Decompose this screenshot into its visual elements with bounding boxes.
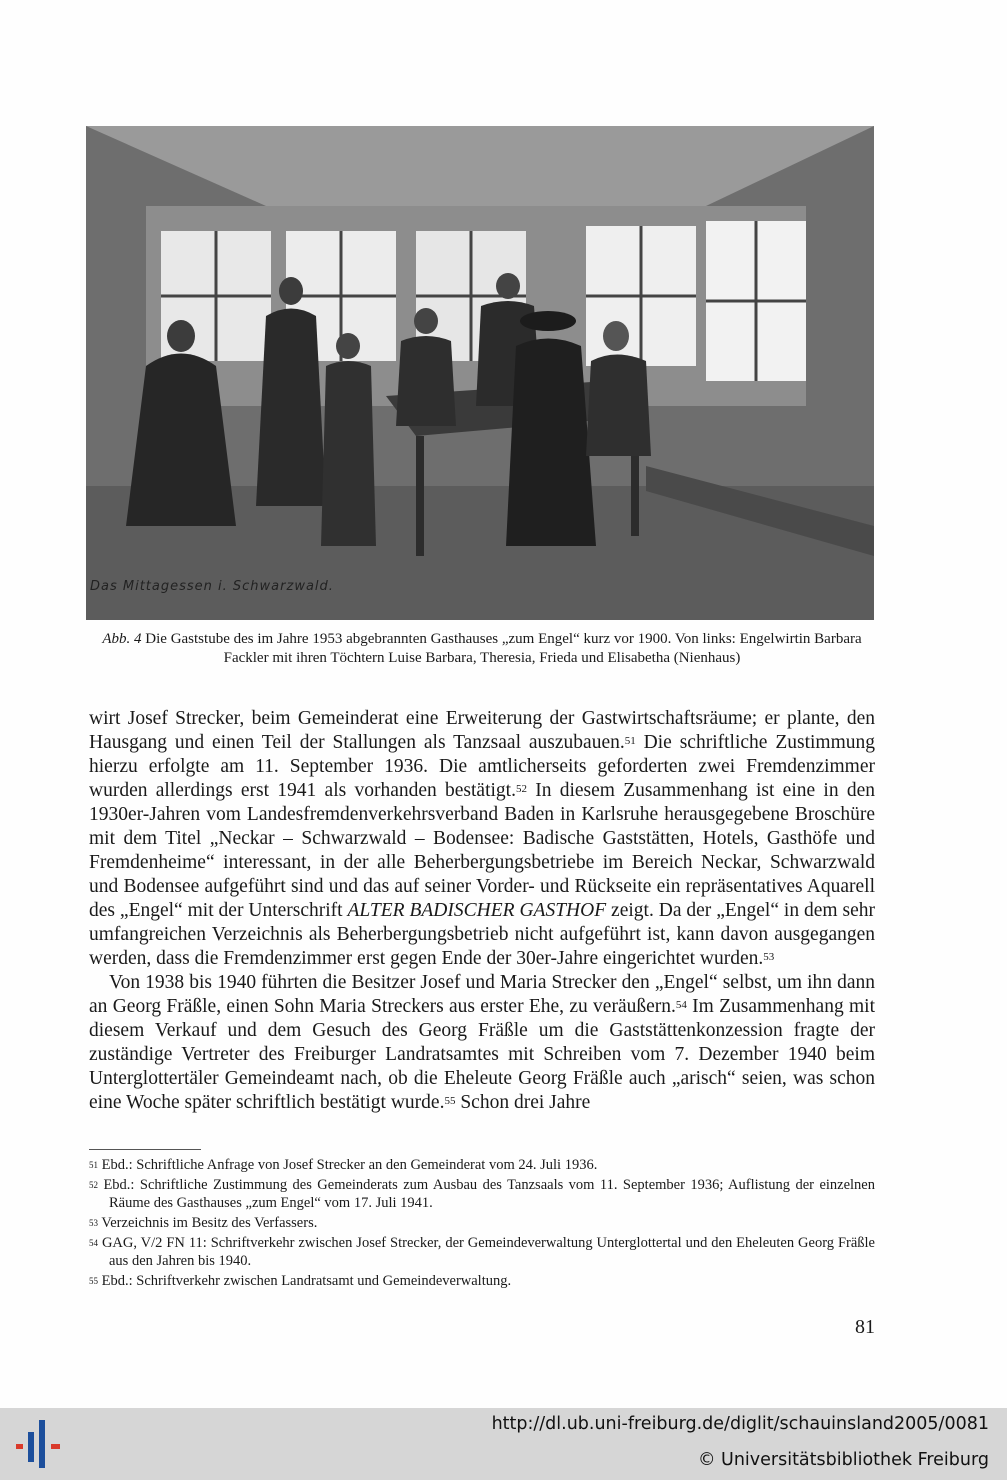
footnote-divider [89,1149,201,1150]
text-run: Im Zusammenhang mit diesem Verkauf und dem Gesuch des Georg Fräßle um die Gaststättenkonzession fragte der zuständige Vertreter des Freiburger Landratsamtes mit Schreiben vom 7. Dezember 1940 beim Unterglottertäler Gemeindeamt nach, ob die Eheleute Georg Fräßle auch „arisch“ seien, was schon eine Woche später schriftlich bestätigt wurde. [89,996,875,1113]
text-run: zeigt. Da der „Engel“ in dem sehr umfangreichen Verzeichnis als Beherbergungsbetrieb nicht aufgeführt ist, kann davon ausgegangen werden, dass die Fremdenzimmer erst gegen Ende der 30er-Jahre eingerichtet wurden. [89,900,875,969]
copyright-notice: © Universitätsbibliothek Freiburg [697,1450,989,1470]
footnote [89,1156,875,1174]
caption-figure-number: Abb. 4 [102,631,142,647]
footnote-ref[interactable]: 54 [675,999,687,1011]
footnote-number: 52 [89,1180,98,1190]
footnote-number: 55 [89,1276,98,1286]
footnotes [89,1156,875,1292]
text-run: wirt Josef Strecker, beim Gemeinderat eine Erweiterung der Gastwirtschaftsräume; er plante, den Hausgang und einen Teil der Stallungen als Tanzsaal auszubauen. [89,708,875,753]
footnote-number: 54 [89,1238,98,1248]
body-text [89,707,875,1115]
footnote-text: Ebd.: Schriftverkehr zwischen Landratsamt und Gemeindeverwaltung. [101,1273,512,1289]
figure-caption [90,630,874,668]
paragraph [89,971,875,1115]
footnote [89,1234,875,1270]
caption-text: Die Gaststube des im Jahre 1953 abgebrannten Gasthauses „zum Engel“ kurz vor 1900. Von links: Engelwirtin Barbara Fackler mit ihren Töchtern Luise Barbara, Theresia, Frieda und Elisabetha (Nienhaus) [141,631,862,666]
page-number: 81 [855,1316,875,1338]
footnote-text: Ebd.: Schriftliche Anfrage von Josef Strecker an den Gemeinderat vom 24. Juli 1936. [101,1157,598,1173]
paragraph [89,707,875,971]
footnote-text: GAG, V/2 FN 11: Schriftverkehr zwischen Josef Strecker, der Gemeindeverwaltung Unterglottertal und den Eheleuten Georg Fräßle aus den Jahren bis 1940. [101,1235,875,1269]
source-url-link[interactable]: http://dl.ub.uni-freiburg.de/diglit/schauinsland2005/0081 [491,1414,989,1434]
text-run: Die schriftliche Zustimmung hierzu erfolgte am 11. September 1936. Die amtlicherseits geforderten zwei Fremdenzimmer wurden allerdings erst 1941 als vorhanden bestätigt. [89,732,875,801]
footnote-number: 51 [89,1160,98,1170]
photo-illustration [86,126,874,620]
footnote-text: Verzeichnis im Besitz des Verfassers. [101,1215,318,1231]
text-run: Schon drei Jahre [455,1092,591,1113]
footnote [89,1272,875,1290]
photo-handwritten-label: Das Mittagessen i. Schwarzwald. [90,579,334,594]
italic-title: ALTER BADISCHER GASTHOF [347,900,607,921]
footnote [89,1176,875,1212]
footnote-ref[interactable]: 55 [444,1095,456,1107]
footnote-number: 53 [89,1218,98,1228]
footnote [89,1214,875,1232]
text-run: In diesem Zusammenhang ist eine in den 1930er-Jahren vom Landesfremdenverkehrsverband Baden in Karlsruhe herausgegebene Broschüre mit dem Titel „Neckar – Schwarzwald – Bodensee: Badische Gaststätten, Hotels, Gasthöfe und Fremdenheime“ interessant, in der alle Beherbergungsbetriebe im Bereich Neckar, Schwarzwald und Bodensee aufgeführt sind und das auf seiner Vorder- und Rückseite ein repräsentatives Aquarell des „Engel“ mit der Unterschrift [89,780,875,921]
text-run: Von 1938 bis 1940 führten die Besitzer Josef und Maria Strecker den „Engel“ selbst, um ihn dann an Georg Fräßle, einen Sohn Maria Streckers aus erster Ehe, zu veräußern. [89,972,875,1017]
footnote-ref[interactable]: 51 [624,735,636,747]
footnote-text: Ebd.: Schriftliche Zustimmung des Gemeinderats zum Ausbau des Tanzsaals vom 11. September 1936; Auflistung der einzelnen Räume des Gasthauses „zum Engel“ vom 17. Juli 1941. [103,1177,875,1211]
footnote-ref[interactable]: 52 [515,783,527,795]
ub-freiburg-logo-icon [12,1418,66,1472]
historical-photo [86,126,874,620]
footnote-ref[interactable]: 53 [763,951,775,963]
